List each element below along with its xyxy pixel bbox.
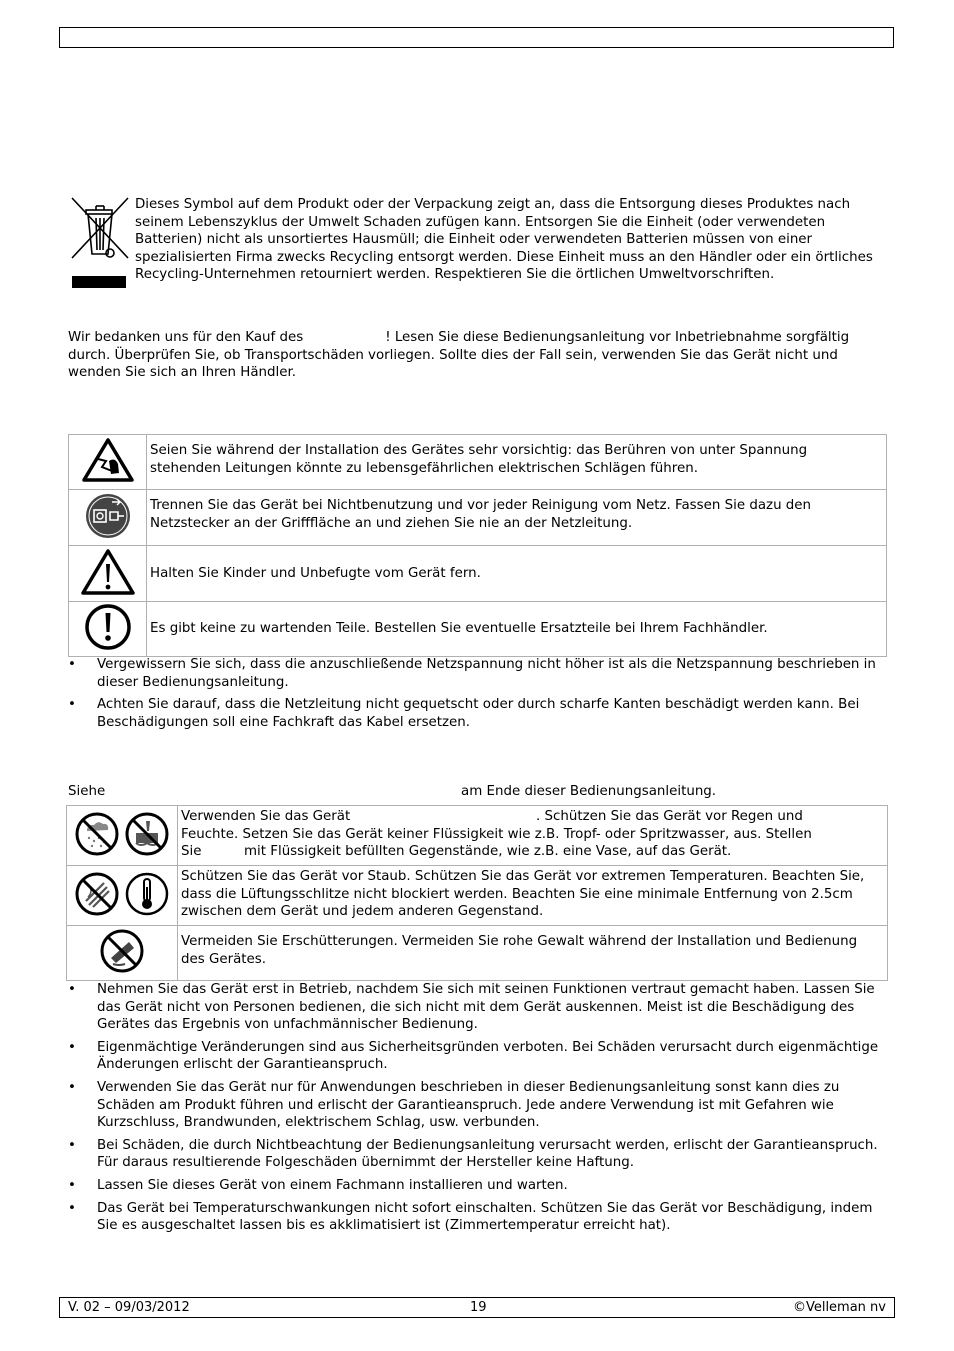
disposal-text: Dieses Symbol auf dem Produkt oder der Verpackung zeigt an, dass die Entsorgung dieses Produktes nach seinem Lebenszyklus der Umwelt Schaden zufügen kann. Entsorgen Sie die Einheit (oder verwendeten Batterien) nicht als unsortiertes Hausmüll; die Einheit oder verwendeten Batterien müssen von einer spezialisierten Firma zwecks Recycling entsorgt werden. Diese Einheit muss an den Händler oder ein örtliches Recycling-Unternehmen retourniert werden. Respektieren Sie die örtlichen Umweltvorschriften. [135,197,873,283]
warning-triangle-icon [80,585,136,600]
no-extreme-temperature-icon [124,906,170,921]
footer-copyright: ©Velleman nv [792,1300,886,1315]
no-shock-icon [99,963,145,978]
safety-table [68,434,887,657]
table-cell-icon [67,806,178,866]
guideline-text-2: Schützen Sie das Gerät vor Staub. Schützen Sie das Gerät vor extremen Temperaturen. Beachten Sie, dass die Lüftungsschlitze nicht blockiert werden. Beachten Sie eine minimale Entfernung von 2.5cm zwischen dem Gerät und jedem anderen Gegenstand. [178,866,888,926]
guidelines-intro-1: Siehe [68,784,106,799]
no-rain-icon [74,846,124,861]
table-row [67,806,888,866]
list-item: • Bei Schäden, die durch Nichtbeachtung der Bedienungsanleitung verursacht werden, erlischt der Garantieanspruch. Für daraus resultierende Folgeschäden übernimmt der Hersteller keine Haftung. [68,1137,886,1172]
weee-bin-icon [68,196,132,290]
guideline-text-1e: mit Flüssigkeit befüllten Gegenstände, wie z.B. eine Vase, auf das Gerät. [244,844,732,860]
table-row [69,546,887,602]
list-item: • Eigenmächtige Veränderungen sind aus Sicherheitsgründen verboten. Bei Schäden verursacht durch eigenmächtige Änderungen erlischt der Garantieanspruch. [68,1039,886,1074]
guidelines-intro-2: am Ende dieser Bedienungsanleitung. [461,784,717,799]
table-cell-icon [69,490,147,546]
unplug-icon [84,529,132,544]
list-item: • Das Gerät bei Temperaturschwankungen nicht sofort einschalten. Schützen Sie das Gerät vor Beschädigung, indem Sie es ausgeschaltet lassen bis es akklimatisiert ist (Zimmertemperatur erreicht hat). [68,1200,886,1235]
table-row [67,926,888,981]
safety-text-2: Trennen Sie das Gerät bei Nichtbenutzung und vor jeder Reinigung vom Netz. Fassen Sie dazu den Netzstecker an der Grifffläche an und ziehen Sie nie an der Netzleitung. [147,490,887,546]
no-dust-icon [74,906,124,921]
table-cell-icon [69,602,147,657]
table-row [67,866,888,926]
guideline-text-1b: . Schützen Sie das Gerät vor Regen und [536,809,803,824]
guideline-text-3: Vermeiden Sie Erschütterungen. Vermeiden Sie rohe Gewalt während der Installation und Bedienung des Gerätes. [178,926,888,981]
electric-shock-warning-icon [82,472,134,487]
footer-version: V. 02 – 09/03/2012 [68,1300,190,1315]
table-cell-icon [69,435,147,490]
guideline-text-1a: Verwenden Sie das Gerät [181,809,351,824]
table-row [69,435,887,490]
page-footer [59,1297,895,1318]
table-row [69,602,887,657]
table-cell-icon [69,546,147,602]
list-item: • Verwenden Sie das Gerät nur für Anwendungen beschrieben in dieser Bedienungsanleitung sonst kann dies zu Schäden am Produkt führen und erlischt der Garantieanspruch. Jede andere Verwendung ist mit Gefahren wie Kurzschluss, Brandwunden, elektrischem Schlag, usw. verbunden. [68,1079,886,1132]
guideline-text-1c: Feuchte. Setzen Sie das Gerät keiner Flüssigkeit wie z.B. Tropf- oder Spritzwasser, aus. Stellen [181,826,812,842]
safety-text-1: Seien Sie während der Installation des Gerätes sehr vorsichtig: das Berühren von unter Spannung stehenden Leitungen könnte zu lebensgefährlichen elektrischen Schlägen führen. [147,435,887,490]
table-cell-icon [67,926,178,981]
guidelines-table [66,805,888,981]
table-cell-icon [67,866,178,926]
safety-text-4: Es gibt keine zu wartenden Teile. Bestellen Sie eventuelle Ersatzteile bei Ihrem Fachhändler. [147,602,887,657]
list-item: • Lassen Sie dieses Gerät von einem Fachmann installieren und warten. [68,1177,886,1195]
list-item: • Achten Sie darauf, dass die Netzleitung nicht gequetscht oder durch scharfe Kanten beschädigt werden kann. Bei Beschädigungen soll eine Fachkraft das Kabel ersetzen. [68,696,880,731]
guidelines-bullet-list [68,981,886,1235]
guideline-text-1 [178,806,888,866]
safety-bullet-list [68,656,880,731]
footer-page-number: 19 [470,1300,487,1315]
thanks-text-2: ! Lesen Sie diese Bedienungsanleitung vor Inbetriebnahme sorgfältig durch. Überprüfen Sie, ob Transportschäden vorliegen. Sollte dies der Fall sein, verwenden Sie das Gerät nicht und wenden Sie sich an Ihren Händler. [68,330,850,381]
list-item: • Vergewissern Sie sich, dass die anzuschließende Netzspannung nicht höher ist als die Netzspannung beschrieben in dieser Bedienungsanleitung. [68,656,880,691]
header-box [59,27,894,48]
thanks-paragraph [68,329,888,382]
thanks-text-1: Wir bedanken uns für den Kauf des [68,330,304,345]
list-item: • Nehmen Sie das Gerät erst in Betrieb, nachdem Sie sich mit seinen Funktionen vertraut gemacht haben. Lassen Sie das Gerät nicht von Personen bedienen, die sich nicht mit dem Gerät auskennen. Meist ist die Beschädigung des Gerätes das Ergebnis von unfachmännischer Bedienung. [68,981,886,1034]
guideline-text-1d: Sie [181,844,202,860]
safety-text-3: Halten Sie Kinder und Unbefugte vom Gerät fern. [147,546,887,602]
exclamation-circle-icon [84,640,132,655]
no-liquid-icon [124,846,170,861]
table-row [69,490,887,546]
